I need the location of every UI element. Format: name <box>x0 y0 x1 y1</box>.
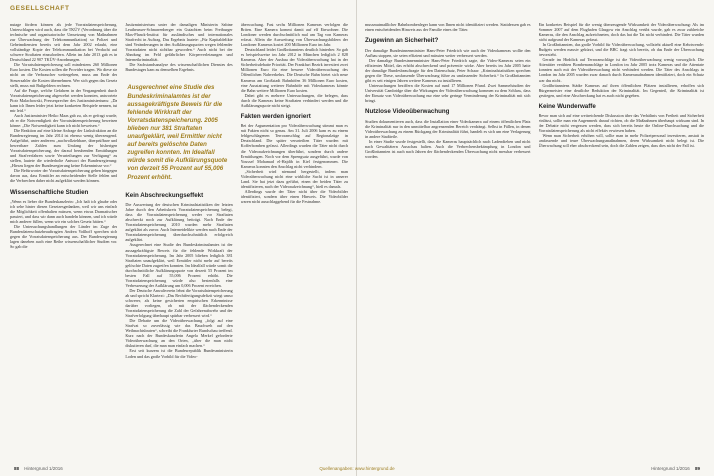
paragraph: mussmutmaßlicher Bahnbombenleger kann von Ihnen nicht identifiziert werden. Stattdessen gab es einen entscheidenden Hinweis aus der Familie eines der Täter. <box>365 22 531 33</box>
paragraph: Wenn man Sicherheit erhöhen will, sollte man in mehr Polizeipersonal investieren, anstatt in umfassende und teure Überwachungsmaßnahmen, deren Wirksamkeit nicht belegt ist. Die Überwachung soll eher abschreckend sein, doch die Zahlen zeigen, dass dies nicht der Fall ist. <box>538 133 704 149</box>
paragraph: Studien dokumentieren auch, dass die Installation einer Videokamera auf einem öffentlichen Platz die Kriminalität nur in den unmittelbar angrenzenden Bereich verdrängt. Selbst in Fällen, in denen Videoüberwachung zu einem Rückgang der Kriminalität führt, handelt es sich um eine Verlagerung in andere Stadtteile. <box>365 118 531 139</box>
paragraph: Der Deutsche Anwaltverein lehnt die Vorratsdatenspeicherung ab und spricht Klartext: „Das Rechtfertigungsdefizit wiegt umso schwerer, als keine gesicherten empirischen Erkenntnisse darüber vorliegen, ob mit der flächendeckenden Vorratsdatenspeicherung die Zahl der Gefahrenabwehr und der Strafverfolgung überhaupt spürbar verbessert wird.“ <box>125 287 233 319</box>
footer-sources: Quellenangaben: www.hintergrund.de <box>319 466 395 471</box>
column-4 <box>365 22 531 464</box>
paragraph: Ausgerechnet eine Studie des Bundeskriminalamtes ist der aussagekräftigste Beweis für die fehlende Wirkkraft der Vorratsdatenspeicherung. Im Jahr 2005 blieben lediglich 381 Straftaten unaufgeklärt, weil Ermittler nicht mehr auf bereits gelöschte Daten zugreifen konnten. Im Idealfall würde somit die durchschnittliche Aufklärungsquote von derzeit 55 Prozent im besten Fall auf 55,006 Prozent erhöht. Die Vorratsdatenspeicherung würde also bestenfalls eine Verbesserung der Aufklärung um 0,006 Prozent erreichen. <box>125 242 233 288</box>
paragraph: Gerade im Hinblick auf Terroranschläge ist die Videoüberwachung wenig vorsorglich. Die Attentäter verübten Bombenanschläge in London im Jahr 2005 trotz Kameras und die Attentate konnten auch mit der Videoüberwachung nicht verhindert werden. Die Täter des Anschlags in London im Jahr 2005 wurden zwar danach durch Kameraaufnahmen identifiziert, doch ein Schutz war das nicht. <box>538 57 704 83</box>
paragraph: Bevor man sich auf eine weitreichende Diskussion über das Verhältnis von Freiheit und Sicherheit einlässt, sollte man ein Augenmerk darauf richten, ob die Maßnahmen überhaupt wirksam sind. In der Debatte nicht vergessen werden, dass sich bereits heute die Online-Durchsuchung und die Vorratsdatenspeicherung als nicht effektiv erwiesen haben. <box>538 113 704 134</box>
subheading: Nutzlose Videoüberwachung <box>365 108 450 116</box>
paragraph: „Sicherheit wird niemand hergestellt, indem man Videoüberwachung nicht eine wirkliche Sucht ist in unserer Land. Sie hat jetzt dazu geführt, einen der beiden Täter zu identifizieren, nach der Videoaufzeichnung“, hieß es damals. <box>240 168 348 189</box>
column-5 <box>539 22 705 464</box>
paragraph: überwachung. Fast sechs Millionen Kameras verfolgen die Briten. Eine Kamera kommt damit auf elf Einwohner. Die Londoner werden durchschnittlich mal am Tag von Kameras erfasst. Allein die Ausweitung von Überwachungsbildern der Londoner Kameras kostet 200 Millionen Euro im Jahr. <box>240 22 348 48</box>
pull-quote: Ausgerechnet eine Studie des Bundeskriminalamtes ist der aussagekräftigste Beweis für die fehlende Wirkkraft der Vorratsdatenspeicherung. 2005 blieben nur 381 Straftaten unaufgeklärt, weil Ermittler nicht auf bereits gelöschte Daten zugreifen konnten. Im Idealfall würde somit die Aufklärungsquote von derzeit 55 Prozent auf 55,006 Prozent erhöht. <box>127 84 228 181</box>
paragraph: Die Auswertung der deutschen Kriminalstatistiken der letzten Jahre durch den Arbeitskreis Vorratsdatenspeicherung belegt, dass die Vorratsdatenspeicherung weder vor Straftaten abschreckt noch zur Aufklärung beiträgt. Nach Ende der Vorratsdatenspeicherung 2010 wurden mehr Straftaten aufgeklärt als zuvor. Auch Internetdelikte werden nach Ende der Vorratsdatenspeicherung überdurchschnittlich erfolgreich aufgeklärt. <box>125 202 233 243</box>
paragraph: Untersuchungen beziffern die Kosten auf rund 17 Millionen Pfund. Zwei Sammelstudien der Universität Cambridge über die Wirkungen der Videoüberwachung kommen zu dem Schluss, dass der Einsatz von Videoüberwachung nur eine sehr geringe Verminderung der Kriminalität mit sich bringt. <box>365 82 531 104</box>
paragraph: Justizministerium unter der damaligen Ministerin Sabine Leutheusser-Schnarrenberger ein Gutachten beim Freiburger Max-Planck-Institut für ausländisches und internationales Strafrecht in Auftrag. Das Ergebnis lautete: „Für Kapitaldelikte sind Veränderungen in den Aufklärungsquoten wegen fehlender Vorratsdaten nicht sichtbar geworden.“ Auch nicht bei der Ahndung im Feld gefährlicher Körperverletzungen und Internetkriminalität. <box>125 22 233 63</box>
subheading: Fakten werden ignoriert <box>240 112 311 120</box>
magazine-issue: Hintergrund 1/2016 <box>24 466 63 471</box>
paragraph: Die Sachstandsanalyse des wissenschaftlichen Dienstes des Bundestages kam zu demselben Ergebnis. <box>125 62 233 73</box>
magazine-issue: Hintergrund 1/2016 <box>651 466 690 471</box>
right-page <box>357 0 714 476</box>
paragraph: Der damalige Bundesinnenminister Hans-Peter Friedrich wie auch der Videokameras wollte den Aufbau stoppen, sie seien effizient und müssten weiter verbessert werden. <box>365 47 531 58</box>
paragraph: Erst seit kurzem ist die Bundesrepublik Bundesministerin Loden und das große Vorbild für die Video- <box>125 348 233 359</box>
subheading: Keine Wunderwaffe <box>538 102 596 110</box>
column-3 <box>241 22 348 464</box>
column-1 <box>10 22 117 464</box>
paragraph: Die Befürworter der Vorratsdatenspeicherung gehen hingegen davon aus, dass Ermittler an entscheidender Stelle fehlen und die Verbrechen daher nicht aufgeklärt werden können. <box>10 168 118 184</box>
paragraph: In einer Studie wurde festgestellt, dass die Kameras hauptsächlich nach Ladendieben und nicht nach Gewalttätern Ausschau halten. Auch die Verbrechensbekämpfung in London und Großbritannien ist auch nach Jahren der flächendeckenden Überwachung nicht messbar verbessert worden. <box>365 138 531 159</box>
subheading: Zugewinn an Sicherheit? <box>365 37 439 45</box>
paragraph: In Großbritannien, das große Vorbild für Videoüberwachung, vollzieht aktuell eine Kehrtwende: Budgets werden massiv gekürzt, und die BBC fragt sich bereits, ob das Ende der Überwachung bevorsteht. <box>538 42 704 58</box>
paragraph: Die Untersuchungshandlungen der Länder im Zuge der Bundesdatenschutzbeauftragten Andrea Voßhoff sprechen sich gegen die Vorratsdatenspeicherung aus. Der Bundesregierung lagen daneben auch eine Reihe wissenschaftlicher Studien vor. So gab die <box>10 224 118 250</box>
paragraph: Die Reaktion auf eine kleine Anfrage der Linksfraktion an die Bundesregierung im Jahr 2014 ist ebenso wenig überzeugend. Aufgeführt, unter anderem „nachvollziehbare, überprüfbare und bewertbare Zahlen zum Umfang der bisherigen Vorratsdatenspeicherung, der darauf beruhenden Ermittlungen und Strafverfahren sowie Verurteilungen zur Verfügung“ zu stellen, lautete die wiederholte Antwort der Bundesregierung: „Hierzu liegen der Bundesregierung keine Erkenntnisse vor.“ <box>10 127 118 169</box>
subheading: Kein Abschreckungseffekt <box>125 191 204 199</box>
paragraph: nutage fördern können als jede Vorratsdatenspeicherung. Unterschlagen wird auch, dass die TKÜV (Verordnung über die technische und organisatorische Umsetzung von Maßnahmen zur Überwachung der Telekommunikation) so Polizei und Geheimdiensten bereits seit dem Jahr 2002 erlaubt, eine vollständige Kopie der Telekommunikation bei Verdacht auf schwere Straftaten einzufordern. Allein im Jahr 2013 gab es in Deutschland 22 907 TKÜV-Anordnungen. <box>10 22 118 63</box>
section-label: GESELLSCHAFT <box>10 5 70 12</box>
paragraph: Die Vorratsdatenspeicherung soll mindestens 260 Millionen Euro kosten. Die Kosten sollen die Provider tragen. Wo diese sie nicht an die Verbraucher weitergeben, muss am Ende der Steuerzahler die Kosten übernehmen. Wer sich gegen das Gesetz stellt, muss mit Bußgeldern rechnen. <box>10 62 118 88</box>
paragraph: Die Debatte um die Videoüberwachung „folgt auf eine Strafvat so zuverlässig wie das Bauchweh auf den Weihnachtsbraten“, schreibt die Frankfurter Rundschau treffend. Kurz nach der Bundeskanzlerin Angela Merkel geforderte Videoüberwachung an den Orten, „über die man nicht diskutieren darf, die man man einfach machen.“ <box>125 318 233 349</box>
paragraph: Großbritanniens Städte Kameras auf ihren öffentlichen Plätzen installieren, erhoffen sich Bürgermeister eine deutliche Reduktion der Kriminalität. Im Gegenteil, die Kriminalität ist gestiegen, und eine Abschreckung hat es auch nicht gegeben. <box>538 82 704 98</box>
paragraph: Deutschland leidet Großbritanniens deutlich hinterher. So gab es beispielsweise im Jahr 2012 in München lediglich 2 828 Kameras. Aber der Ausbau der Videoüberwachung hat in der Sicherheitsdebatte Priorität. Der Frankfurt Bezirk investiert zwei Millionen Euro für eine bessere Videoüberwachung des Öffentlichen Nahverkehrs. Die Deutsche Bahn bietet sich neue Kameras am Großstadt Bahnhöfen 36 Millionen Euro kosten, eine Ausstattung weiterer Bahnhöfe mit Videokameras könnte die Bahn weitere Millionen Euro kosten. <box>240 47 348 93</box>
paragraph: Ein konkretes Beispiel für die wenig überzeugende Wirksamkeit der Videoüberwachung: Als im Sommer 2007 auf dem Flughafen Glasgow ein Anschlag verübt wurde, gab es zwar zahlreiche Kameras, die den Anschlag aufzeichneten, doch das hat die Tat nicht verhindert. Die Täter wurden nicht aufgrund der Kameras gefasst. <box>538 22 704 43</box>
column-2 <box>125 22 232 464</box>
paragraph: „Wenn es lieber die Bundeskanzlerin: „Ich halt ich glaube oder ich sehe hinter diesen Gesetzesgedanken, weil wir uns einfach die Möglichkeit offenhalten müssen, wenn etwas Dramatisches passiert, und dass wir dann auch handeln können, und ich würde mich anderer füllen, wenn wir ein solches Gesetz hätten.“ <box>10 199 118 225</box>
page-number: 88 <box>14 466 20 471</box>
paragraph: Auf die Frage, welche Gefahren in der Vergangenheit durch Vorratsdatenspeicherung abgewehrt werden konnten, antwortete Piotr Malachowski, Pressesprecher des Justizministeriums: „Da kann ich Ihnen leider jetzt keine konkreten Beispiele nennen, tut mir leid.“ <box>10 87 118 113</box>
subheading: Wissenschaftliche Studien <box>10 188 89 196</box>
paragraph: Allerdings wurde der Täter nicht über die Videobilder identifiziert, sondern über einen Hinweis. Die Videobilder waren nicht ausschlaggebend für die Festnahme. <box>240 188 348 204</box>
paragraph: Der damalige Bundesinnenminister Hans-Peter Friedrich sagte, die Video-Kameras seien ein effizientes Mittel, das erhöht abschreckend und präventiv wirke. Aber bereits im Jahr 2005 hatte der damalige Bundesbeauftragte für den Datenschutz, Peter Schaar: „Kriminalstatistiken sprechen gegen die These, umfassende Überwachung führe zu umfassender Sicherheit.“ In Großbritannien gibt es seit einigen Jahren weitere Kameras zu installieren. <box>365 57 531 83</box>
paragraph: Auch Justizminister Heiko Maas gab zu, als er gefragt wurde, ob er die Notwendigkeit der Vorratsdatenspeicherung beweisen könne: „Die Notwendigkeit kann ich nicht beweisen.“ <box>10 112 118 128</box>
paragraph: Dabei gibt es mehrere Untersuchungen, die belegen, dass durch die Kameras keine Straftaten verhindert werden und die Aufklärungsquote nicht steigt. <box>240 92 348 108</box>
paragraph: Bei der Argumentation pro Videoüberwachung stimmt man es mit Fakten nicht so genau. Am 31. Juli 2006 kam es zu einem fehlgeschlagenen Terroranschlag auf Regionalzüge in Deutschland. Die später verurteilten Täter wurden mit Kofferbomben gefasst. Allerdings wurden die Täter nicht durch die Videoaufzeichnungen überführt, sondern durch andere Ermittlungen. Noch vor dem Sprengsatz ausgeführt, wurde von Youssef Mohamad el-Hajdib in Kiel festgenommen. Die Kameras konnten den Anschlag nicht verhindern. <box>240 123 348 169</box>
page-number: 89 <box>694 466 700 471</box>
